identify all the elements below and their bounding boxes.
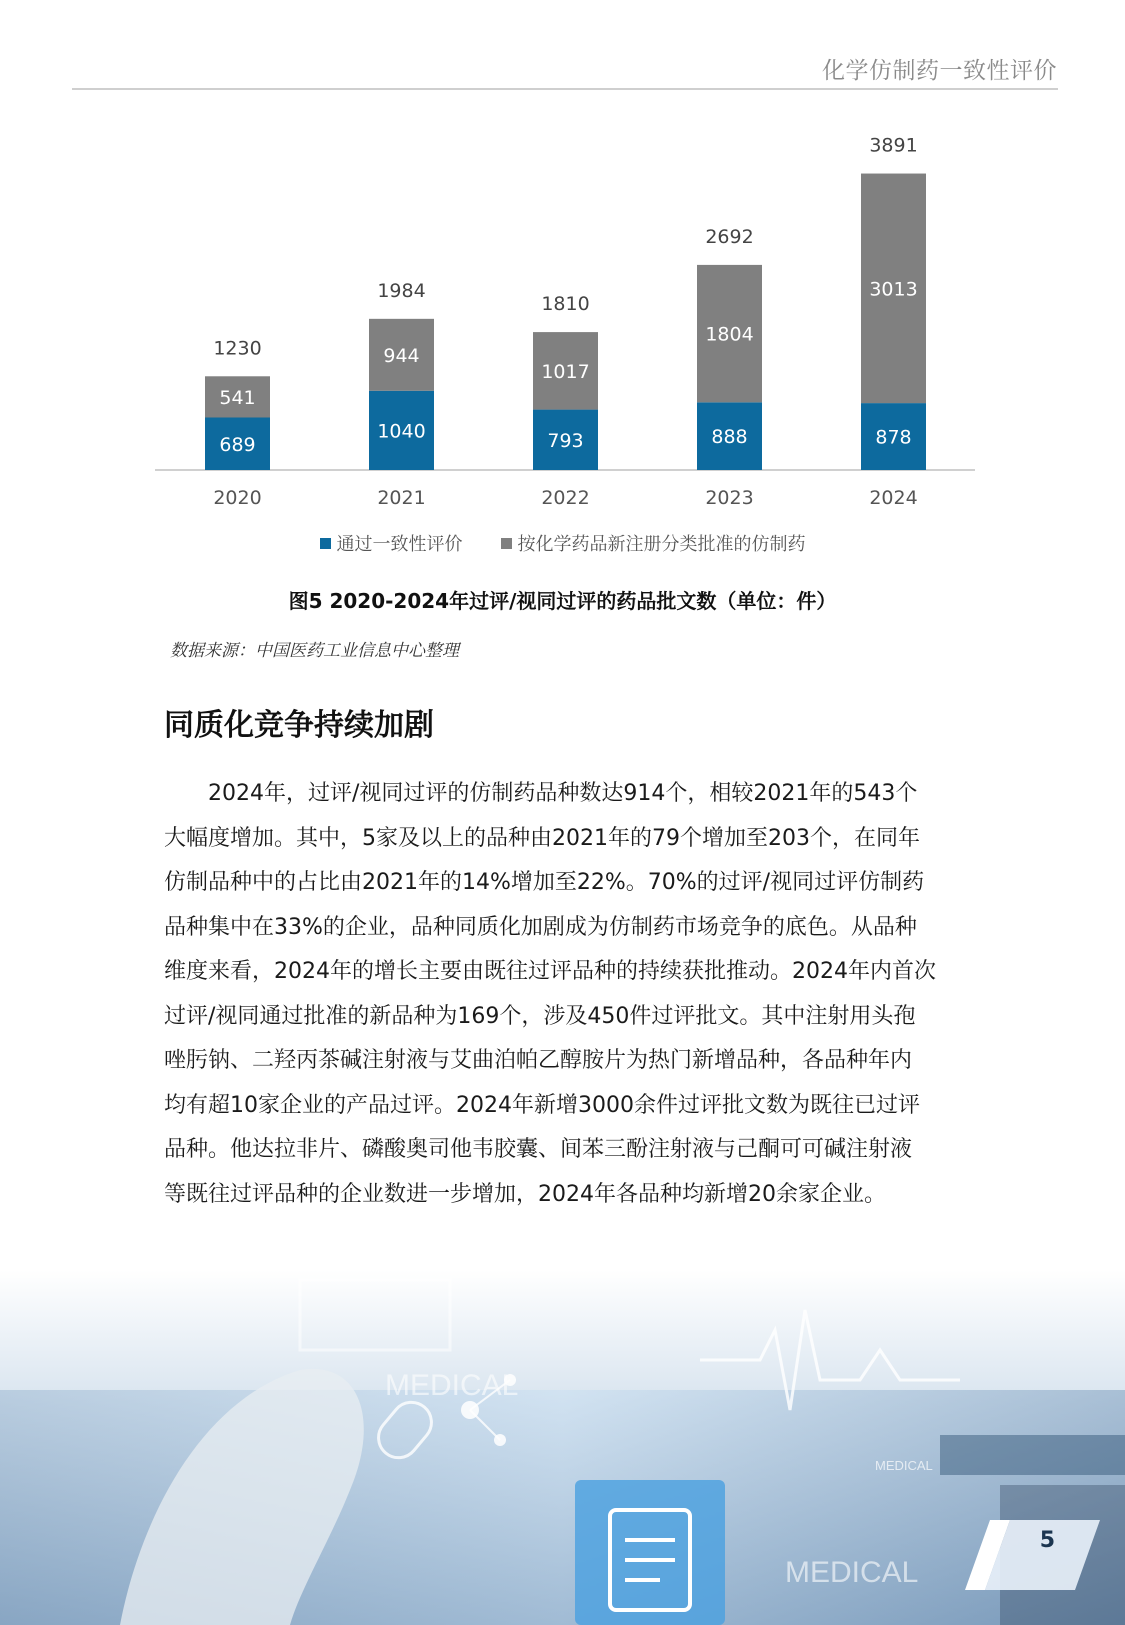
bar-value-label: 541 — [219, 386, 256, 409]
section-heading: 同质化竞争持续加剧 — [164, 708, 434, 743]
paragraph-line: 品种。他达拉非片、磷酸奥司他韦胶囊、间苯三酚注射液与己酮可可碱注射液 — [164, 1137, 913, 1162]
paragraph-line: 唑肟钠、二羟丙茶碱注射液与艾曲泊帕乙醇胺片为热门新增品种，各品种年内 — [164, 1048, 913, 1073]
paragraph-line: 均有超10家企业的产品过评。2024年新增3000余件过评批文数为既往已过评 — [164, 1092, 920, 1118]
bar-total-label: 3891 — [869, 134, 918, 157]
x-tick-label: 2023 — [705, 487, 754, 509]
bar-value-label: 888 — [711, 426, 748, 449]
medical-footer-banner — [0, 1270, 1125, 1625]
bar-value-label: 1017 — [541, 360, 590, 383]
header-divider — [72, 88, 1058, 90]
bar-value-label: 793 — [547, 429, 584, 452]
figure-source: 数据来源：中国医药工业信息中心整理 — [170, 641, 459, 661]
bar-value-label: 689 — [219, 433, 256, 456]
banner-medical-text: MEDICAL — [785, 1556, 919, 1589]
paragraph-line: 大幅度增加。其中，5家及以上的品种由2021年的79个增加至203个，在同年 — [164, 825, 920, 851]
x-tick-label: 2021 — [377, 487, 426, 509]
legend-swatch-passed — [320, 538, 331, 549]
banner-medical-text: MEDICAL — [385, 1369, 519, 1402]
bar-total-label: 2692 — [705, 225, 754, 248]
legend-label-new-registration: 按化学药品新注册分类批准的仿制药 — [517, 534, 806, 555]
legend-swatch-new-registration — [501, 538, 512, 549]
paragraph-line: 2024年，过评/视同过评的仿制药品种数达914个，相较2021年的543个 — [164, 781, 918, 806]
bar-value-label: 944 — [383, 344, 420, 367]
chart-legend — [0, 530, 1125, 556]
bar-value-label: 1804 — [705, 323, 754, 346]
bar-total-label: 1984 — [377, 279, 426, 302]
bar-total-label: 1230 — [213, 337, 262, 360]
legend-item-passed — [320, 530, 463, 556]
legend-label-passed: 通过一致性评价 — [336, 534, 463, 555]
paragraph-line: 维度来看，2024年的增长主要由既往过评品种的持续获批推动。2024年内首次 — [164, 959, 936, 984]
bar-value-label: 3013 — [869, 278, 918, 301]
x-tick-label: 2022 — [541, 487, 590, 509]
x-tick-label: 2024 — [869, 487, 918, 509]
page-header-title: 化学仿制药一致性评价 — [822, 58, 1057, 84]
banner-medical-text: MEDICAL — [875, 1458, 933, 1473]
bar-value-label: 878 — [875, 426, 912, 449]
paragraph-line: 品种集中在33%的企业，品种同质化加剧成为仿制药市场竞争的底色。从品种 — [164, 914, 917, 940]
body-paragraph — [164, 772, 964, 1217]
legend-item-new-registration — [501, 530, 806, 556]
page-number: 5 — [1039, 1528, 1055, 1553]
bar-value-label: 1040 — [377, 420, 426, 443]
bar-total-label: 1810 — [541, 293, 590, 316]
figure-caption: 图5 2020-2024年过评/视同过评的药品批文数（单位：件） — [288, 589, 837, 613]
paragraph-line: 仿制品种中的占比由2021年的14%增加至22%。70%的过评/视同过评仿制药 — [164, 870, 925, 895]
stacked-bar-chart — [0, 110, 1125, 580]
paragraph-line: 过评/视同通过批准的新品种为169个，涉及450件过评批文。其中注射用头孢 — [164, 1003, 916, 1029]
paragraph-line: 等既往过评品种的企业数进一步增加，2024年各品种均新增20余家企业。 — [164, 1181, 886, 1207]
medical-banner-illustration — [0, 1270, 1125, 1625]
x-tick-label: 2020 — [213, 487, 262, 509]
